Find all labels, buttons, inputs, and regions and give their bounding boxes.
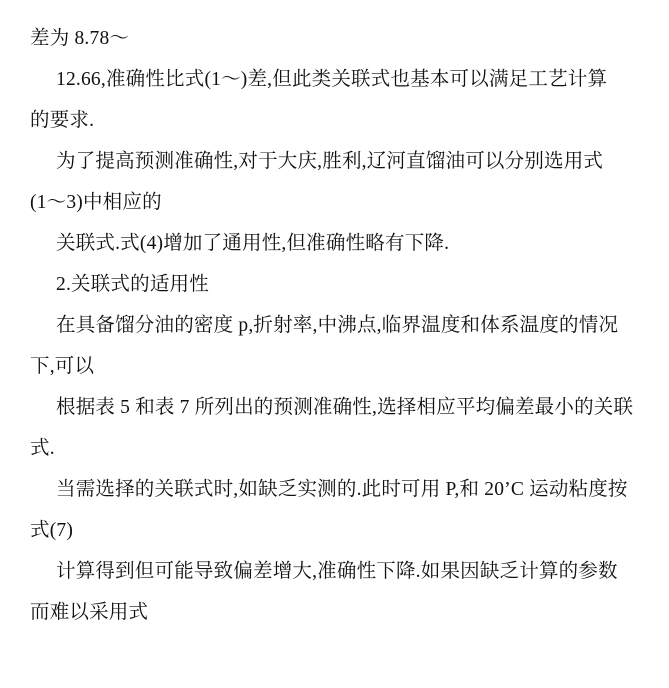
text-line: 当需选择的关联式时,如缺乏实测的.此时可用 P,和 20’C 运动粘度按: [56, 479, 628, 500]
text-line: 式.: [30, 438, 55, 459]
text-line: 在具备馏分油的密度 p,折射率,中沸点,临界温度和体系温度的情况: [56, 315, 619, 336]
text-line: 差为 8.78～: [30, 28, 130, 49]
text-line: 而难以采用式: [30, 602, 149, 623]
text-line: 计算得到但可能导致偏差增大,准确性下降.如果因缺乏计算的参数: [56, 561, 618, 582]
text-line: 12.66,准确性比式(1～)差,但此类关联式也基本可以满足工艺计算: [56, 69, 608, 90]
text-line: 根据表 5 和表 7 所列出的预测准确性,选择相应平均偏差最小的关联: [56, 397, 634, 418]
text-line: 关联式.式(4)增加了通用性,但准确性略有下降.: [56, 233, 450, 254]
text-line: (1～3)中相应的: [30, 192, 162, 213]
text-line: 式(7): [30, 520, 74, 541]
section-heading: 2.关联式的适用性: [56, 274, 209, 295]
text-line: 下,可以: [30, 356, 95, 377]
text-line: 的要求.: [30, 110, 95, 131]
text-line: 为了提高预测准确性,对于大庆,胜利,辽河直馏油可以分别选用式: [56, 151, 604, 172]
